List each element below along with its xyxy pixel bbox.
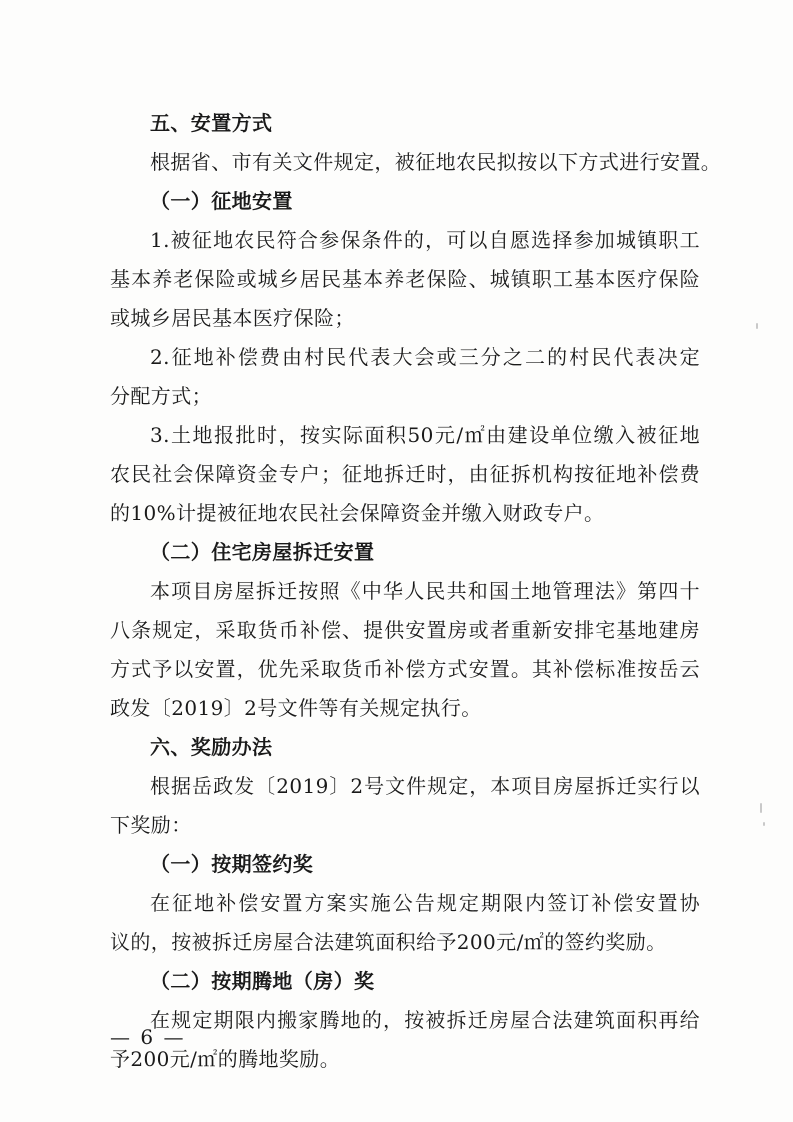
text-line: 根据岳政发〔2019〕2号文件规定，本项目房屋拆迁实行以	[150, 774, 700, 798]
text-line: 1.被征地农民符合参保条件的，可以自愿选择参加城镇职工	[150, 228, 700, 252]
text-line: 3.土地报批时，按实际面积50元/㎡由建设单位缴入被征地	[150, 423, 700, 447]
text-line: 予200元/㎡的腾地奖励。	[110, 1047, 341, 1071]
scan-speck	[763, 822, 765, 826]
subsection-heading: （一）征地安置	[150, 189, 293, 213]
text-line: 八条规定，采取货币补偿、提供安置房或者重新安排宅基地建房	[110, 618, 700, 642]
text-line: 下奖励：	[110, 813, 192, 837]
section-heading: 六、奖励办法	[150, 735, 273, 759]
scan-speck	[756, 323, 758, 329]
text-line: 分配方式；	[110, 384, 212, 408]
text-line: 农民社会保障资金专户；征地拆迁时，由征拆机构按征地补偿费	[110, 462, 700, 486]
text-line: 本项目房屋拆迁按照《中华人民共和国土地管理法》第四十	[150, 579, 700, 603]
text-line: 或城乡居民基本医疗保险；	[110, 306, 355, 330]
text-line: 方式予以安置，优先采取货币补偿方式安置。其补偿标准按岳云	[110, 657, 700, 681]
section-heading: 五、安置方式	[150, 111, 273, 135]
text-line: 议的，按被拆迁房屋合法建筑面积给予200元/㎡的签约奖励。	[110, 930, 667, 954]
subsection-heading: （二）按期腾地（房）奖	[150, 969, 375, 993]
scan-speck	[760, 803, 762, 813]
page-number: — 6 —	[110, 1025, 186, 1049]
text-line: 政发〔2019〕2号文件等有关规定执行。	[110, 696, 482, 720]
text-line: 的10%计提被征地农民社会保障资金并缴入财政专户。	[110, 501, 605, 525]
text-line: 2.征地补偿费由村民代表大会或三分之二的村民代表决定	[150, 345, 700, 369]
subsection-heading: （二）住宅房屋拆迁安置	[150, 540, 375, 564]
text-line: 根据省、市有关文件规定，被征地农民拟按以下方式进行安置。	[150, 150, 722, 174]
text-line: 在征地补偿安置方案实施公告规定期限内签订补偿安置协	[150, 891, 700, 915]
text-line: 在规定期限内搬家腾地的，按被拆迁房屋合法建筑面积再给	[150, 1008, 700, 1032]
subsection-heading: （一）按期签约奖	[150, 852, 314, 876]
text-line: 基本养老保险或城乡居民基本养老保险、城镇职工基本医疗保险	[110, 267, 700, 291]
document-body	[110, 104, 722, 1079]
